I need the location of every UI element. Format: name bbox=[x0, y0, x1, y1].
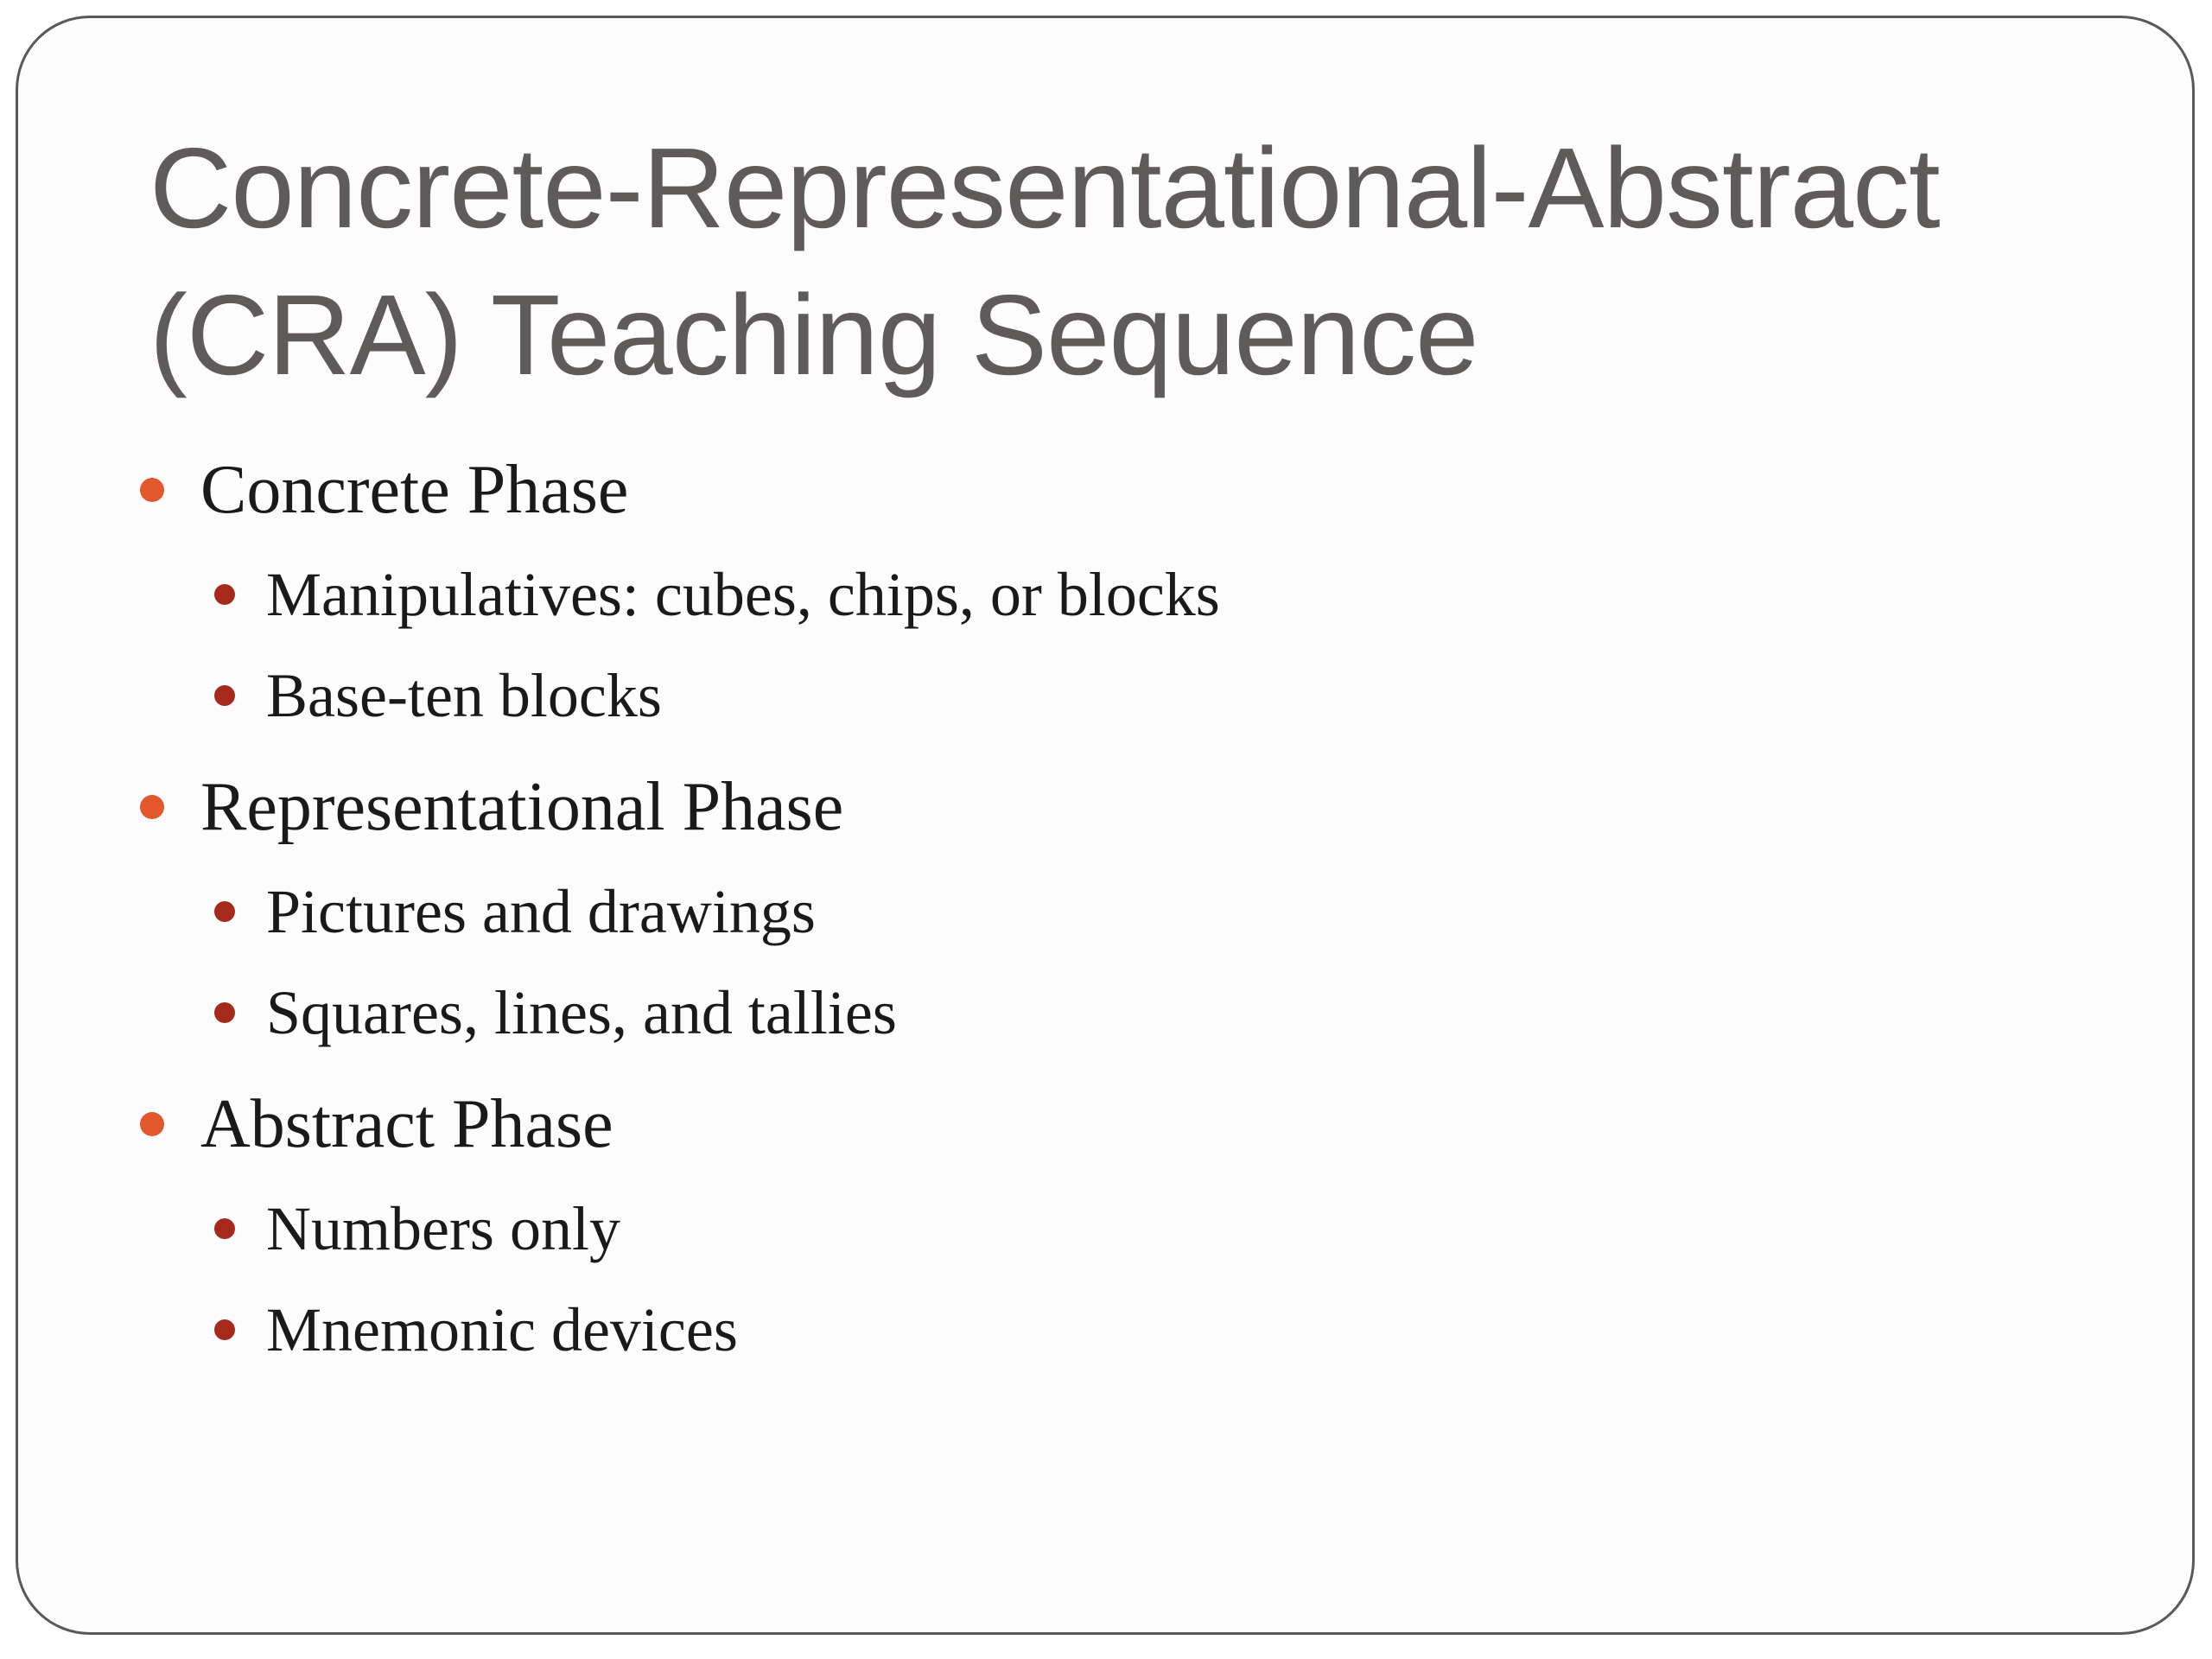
phase-label: Representational Phase bbox=[200, 769, 844, 845]
phase-concrete-item bbox=[266, 657, 662, 734]
phase-concrete-item bbox=[266, 556, 1220, 633]
phase-label: Abstract Phase bbox=[200, 1086, 613, 1162]
bullet-dot-icon bbox=[140, 795, 164, 819]
sub-bullet-dot-icon bbox=[214, 901, 235, 922]
phase-abstract-item bbox=[266, 1190, 620, 1268]
sub-bullet-dot-icon bbox=[214, 685, 235, 706]
phase-abstract-item bbox=[266, 1291, 738, 1369]
sub-bullet-dot-icon bbox=[214, 1002, 235, 1023]
phase-item-label: Numbers only bbox=[266, 1194, 620, 1263]
bullet-dot-icon bbox=[140, 478, 164, 502]
sub-bullet-dot-icon bbox=[214, 1319, 235, 1340]
bullet-dot-icon bbox=[140, 1112, 164, 1136]
phase-concrete bbox=[200, 447, 628, 533]
sub-bullet-dot-icon bbox=[214, 1218, 235, 1239]
phase-item-label: Mnemonic devices bbox=[266, 1295, 738, 1364]
phase-label: Concrete Phase bbox=[200, 452, 629, 528]
phase-abstract bbox=[200, 1081, 613, 1167]
phase-item-label: Manipulatives: cubes, chips, or blocks bbox=[266, 560, 1220, 629]
phase-item-label: Squares, lines, and tallies bbox=[266, 978, 897, 1047]
slide-title bbox=[149, 115, 2120, 409]
phase-representational-item bbox=[266, 974, 897, 1052]
phase-representational bbox=[200, 764, 843, 850]
slide-title-line-2: (CRA) Teaching Sequence bbox=[149, 271, 1478, 398]
phase-item-label: Base-ten blocks bbox=[266, 661, 662, 730]
phase-representational-item bbox=[266, 873, 816, 950]
sub-bullet-dot-icon bbox=[214, 584, 235, 605]
phase-item-label: Pictures and drawings bbox=[266, 877, 816, 946]
slide-title-line-1: Concrete-Representational-Abstract bbox=[149, 124, 1940, 251]
